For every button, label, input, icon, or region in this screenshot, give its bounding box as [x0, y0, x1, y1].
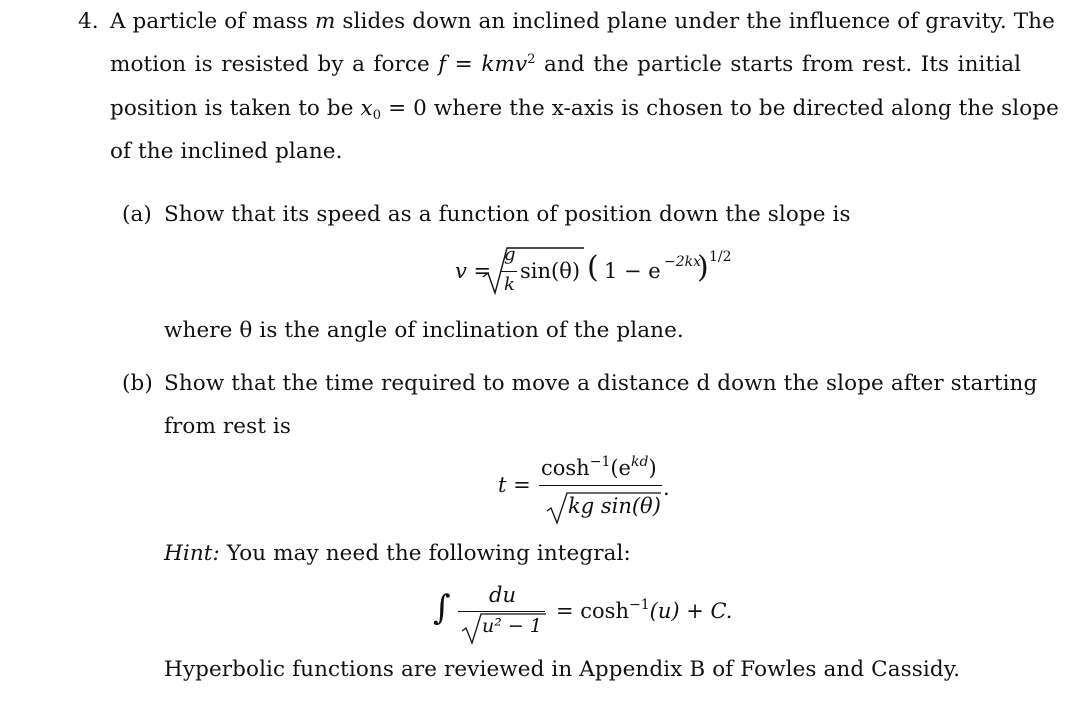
- eq-a-sin: sin(θ): [520, 259, 581, 283]
- part-b-label: (b): [122, 371, 153, 396]
- part-a-where: where θ is the angle of inclination of the plane.: [164, 318, 684, 343]
- integral-rhs: [556, 599, 732, 623]
- intro-line-4: of the inclined plane.: [110, 139, 343, 164]
- intro-line-2-post: and the particle starts from rest. Its initial: [535, 52, 1022, 77]
- sup-2: 2: [527, 52, 536, 67]
- var-m: m: [314, 9, 336, 34]
- intro-line-2-pre: motion is resisted by a force: [110, 52, 439, 77]
- var-kmv: kmv: [481, 52, 528, 77]
- intro-line-1-pre: A particle of mass: [110, 9, 315, 34]
- intro-line-3-pre: position is taken to be: [110, 96, 361, 121]
- eq-a-lhs: v =: [455, 259, 492, 283]
- eq-b-cosh-sup: −1: [589, 454, 611, 470]
- eq-a-paren-close: ): [697, 250, 709, 285]
- eq-b-arg-sup: kd: [630, 454, 649, 470]
- eq-b-period: .: [663, 476, 670, 500]
- hint-label: Hint:: [164, 541, 220, 566]
- eq-a-paren-open: (: [587, 250, 599, 285]
- intro-line-3-mid: = 0 where the x-axis is chosen to be directed along the slope: [381, 96, 1059, 121]
- intro-line-1-post: slides down an inclined plane under the influence of gravity. The: [335, 9, 1055, 34]
- integral-sign: ∫: [433, 588, 451, 628]
- eq-a-exp: −2kx: [664, 254, 702, 270]
- part-b-text-2: from rest is: [164, 414, 292, 439]
- eq-b-den: kg sin(θ): [568, 494, 661, 518]
- eq-a-power: 1/2: [709, 249, 732, 265]
- eq-a-g: g: [504, 244, 516, 265]
- eq-a-k: k: [504, 274, 515, 295]
- integral-rhs-sup: −1: [628, 597, 650, 613]
- integral-den: u² − 1: [482, 615, 542, 637]
- part-b-text-1: Show that the time required to move a distance d down the slope after starting: [164, 371, 1038, 396]
- eq-b-close: ): [648, 456, 657, 480]
- intro-line-2-mid: =: [446, 52, 482, 77]
- part-a-label: (a): [122, 202, 152, 227]
- eq-b-lhs: t =: [498, 473, 531, 497]
- eq-b-arg: (e: [610, 456, 631, 480]
- eq-b-cosh: cosh: [541, 456, 590, 480]
- integral-rhs-cosh: = cosh: [556, 599, 629, 623]
- var-x: x: [360, 96, 373, 121]
- integral-num: du: [489, 583, 516, 607]
- eq-a-one-minus-e: 1 − e: [604, 259, 661, 283]
- var-f: f: [438, 52, 447, 77]
- sub-0: 0: [372, 108, 382, 123]
- footer-note: Hyperbolic functions are reviewed in Appendix B of Fowles and Cassidy.: [164, 657, 961, 682]
- hint-text: You may need the following integral:: [219, 541, 631, 566]
- problem-number: 4.: [78, 9, 99, 34]
- part-a-text: Show that its speed as a function of position down the slope is: [164, 202, 851, 227]
- integral-rhs-post: (u) + C.: [649, 599, 733, 623]
